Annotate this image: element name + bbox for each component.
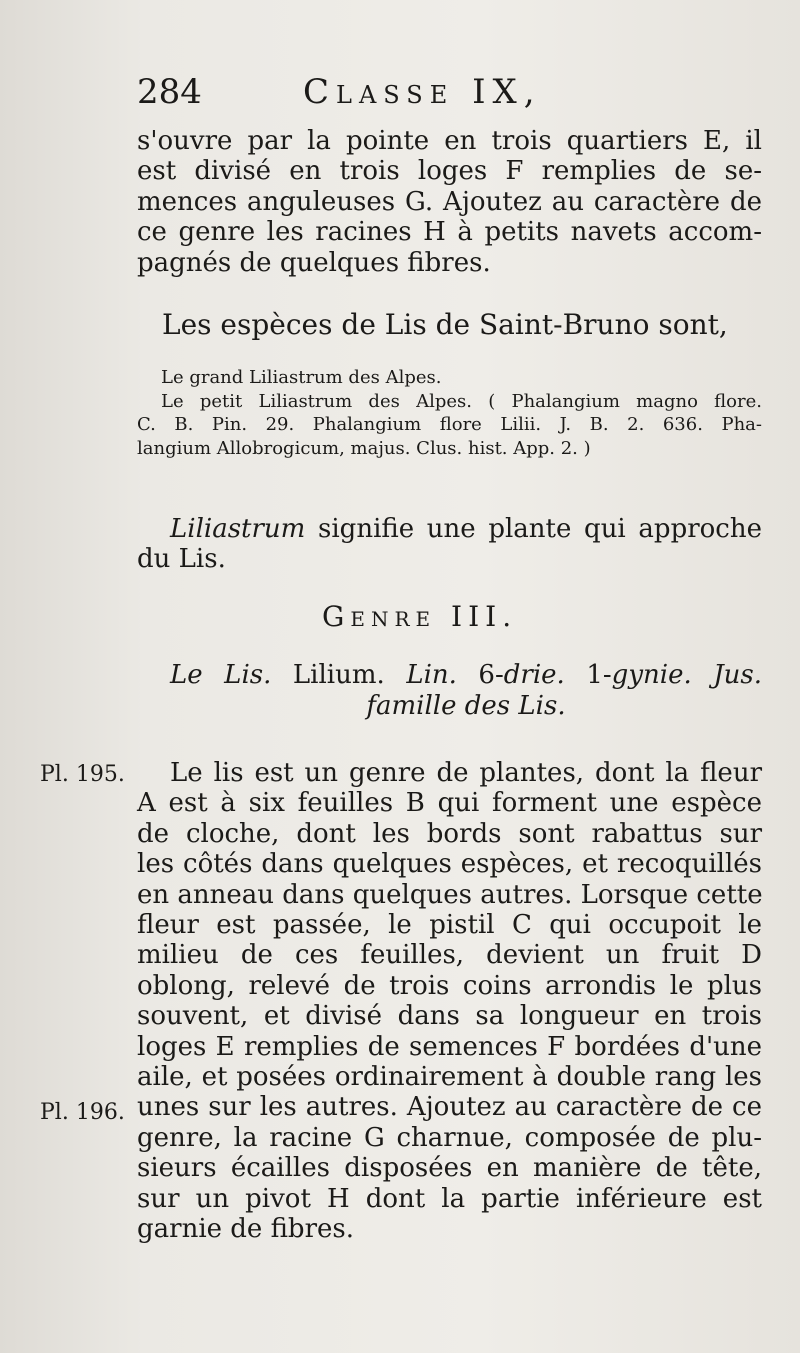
- liliastrum-note: [137, 514, 762, 575]
- text-line: [137, 514, 762, 544]
- text-line: en anneau dans quelques autres. Lorsque cette: [137, 879, 763, 910]
- text-line: oblong, relevé de trois coins arrondis le plus: [137, 970, 762, 1001]
- text-line: loges E remplies de semences F bordées d'une: [137, 1031, 762, 1062]
- genre-heading: Genre III.: [322, 600, 518, 633]
- running-head: Classe IX,: [303, 72, 542, 112]
- genus-name: Le Lis.: [170, 660, 272, 690]
- margin-note-plate-195: Pl. 195.: [40, 762, 125, 787]
- text-line: du Lis.: [137, 544, 226, 575]
- text-line: fleur est passée, le pistil C qui occupoit le: [137, 910, 762, 941]
- genus-title: [170, 660, 762, 722]
- genus-jus: Jus.: [691, 660, 763, 690]
- text-line: aile, et posées ordinairement à double rang les: [137, 1062, 762, 1093]
- liliastrum-term: Liliastrum: [170, 514, 306, 544]
- text-line: s'ouvre par la pointe en trois quartiers E, il: [137, 126, 762, 156]
- genus-family: famille des Lis.: [366, 691, 566, 721]
- species-entry: Le petit Liliastrum des Alpes. ( Phalangium magno flore.: [161, 390, 762, 412]
- genus-lin: Lin.: [406, 660, 457, 690]
- genus-order-num: 1-: [564, 660, 612, 690]
- margin-note-plate-196: Pl. 196.: [40, 1100, 125, 1125]
- text-line: ce genre les racines H à petits navets accom-: [137, 217, 762, 248]
- text-line: sieurs écailles disposées en manière de tête,: [137, 1153, 762, 1184]
- main-paragraph: [137, 758, 762, 1245]
- genus-class-num: 6-: [456, 660, 504, 690]
- text-line: est divisé en trois loges F remplies de se-: [137, 156, 762, 187]
- intro-paragraph: [137, 126, 762, 278]
- species-entry: Le grand Liliastrum des Alpes.: [161, 367, 442, 388]
- text-line: souvent, et divisé dans sa longueur en trois: [137, 1001, 762, 1032]
- text-line: A est à six feuilles B qui forment une espèce: [137, 788, 762, 819]
- text-run: signifie une plante qui approche: [305, 514, 762, 544]
- text-line: de cloche, dont les bords sont rabattus sur: [137, 818, 762, 849]
- species-entry: C. B. Pin. 29. Phalangium flore Lilii. J. B. 2. 636. Pha-: [137, 414, 762, 435]
- text-line: garnie de fibres.: [137, 1214, 354, 1245]
- genus-latin: Lilium.: [271, 660, 407, 690]
- genus-order: gynie.: [611, 660, 692, 690]
- page-number: 284: [137, 72, 202, 112]
- text-line: Le lis est un genre de plantes, dont la fleur: [170, 758, 762, 788]
- text-line: sur un pivot H dont la partie inférieure est: [137, 1183, 762, 1214]
- species-entry: langium Allobrogicum, majus. Clus. hist. App. 2. ): [137, 437, 591, 459]
- text-line: unes sur les autres. Ajoutez au caractère de ce: [137, 1092, 762, 1123]
- species-list: [137, 366, 762, 460]
- genus-title-line: [170, 660, 762, 691]
- genus-class: drie.: [503, 660, 565, 690]
- text-line: genre, la racine G charnue, composée de plu-: [137, 1122, 762, 1153]
- text-line: milieu de ces feuilles, devient un fruit D: [137, 940, 762, 971]
- text-line: les côtés dans quelques espèces, et recoquillés: [137, 849, 762, 880]
- text-line: pagnés de quelques fibres.: [137, 247, 491, 278]
- page-header: [137, 72, 617, 120]
- genus-family-line: [170, 691, 762, 722]
- text-line: mences anguleuses G. Ajoutez au caractère de: [137, 186, 762, 217]
- species-heading: Les espèces de Lis de Saint-Bruno sont,: [162, 308, 728, 341]
